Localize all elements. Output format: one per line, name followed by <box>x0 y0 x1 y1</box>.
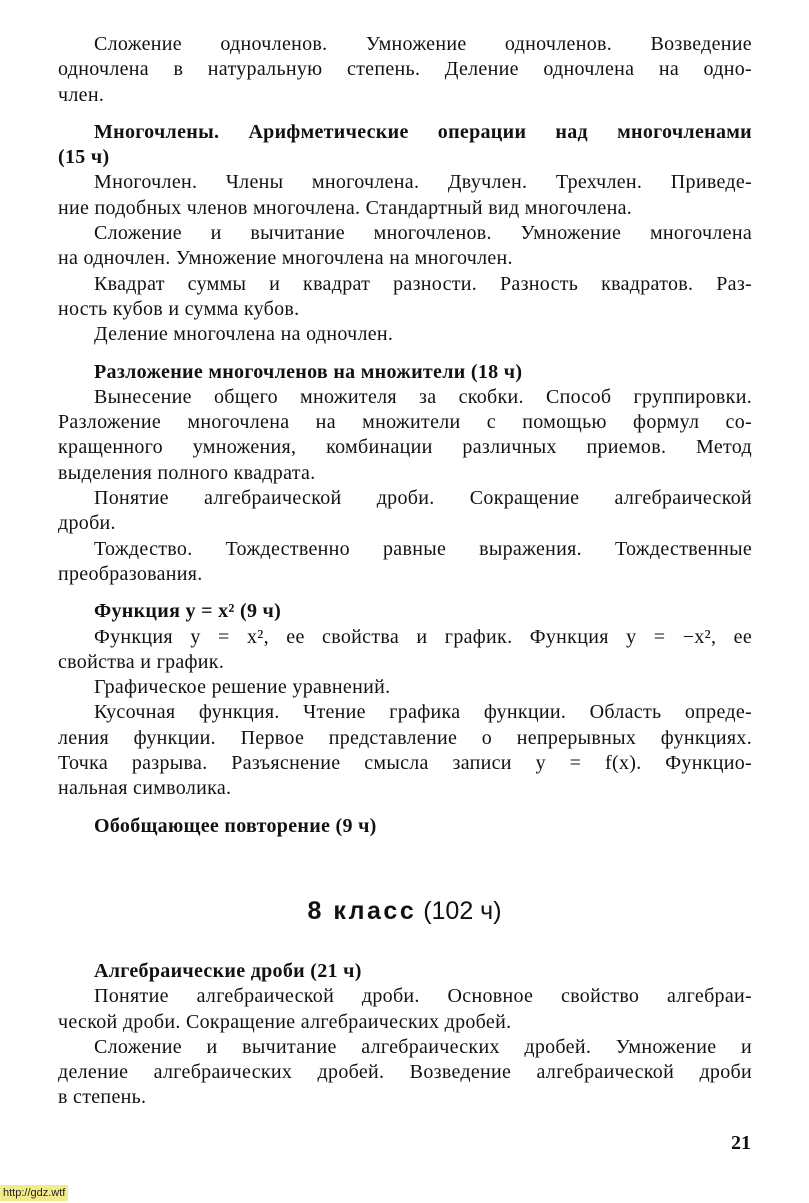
text-line: ние подобных членов многочлена. Стандартный вид многочлена. <box>58 196 633 219</box>
text-line: Понятие алгебраической дроби. Сокращение алгебраической <box>94 487 752 510</box>
section-heading: Обобщающее повторение (9 ч) <box>94 814 377 837</box>
text-line: Графическое решение уравнений. <box>94 676 391 699</box>
text-line: ления функции. Первое представление о непрерывных функциях. <box>58 726 752 749</box>
paragraph <box>58 221 752 272</box>
section-heading: Алгебраические дроби (21 ч) <box>94 960 362 982</box>
section <box>58 360 752 588</box>
section <box>58 120 752 348</box>
paragraph <box>58 486 752 537</box>
text-line: Функция y = x², ее свойства и график. Функция y = −x², ее <box>94 625 752 648</box>
text-line: ность кубов и сумма кубов. <box>58 297 300 320</box>
paragraph <box>58 700 752 801</box>
text-line: Сложение одночленов. Умножение одночленов. Возведение <box>94 33 752 55</box>
paragraph <box>58 272 752 323</box>
text-line: Сложение и вычитание алгебраических дробей. Умножение и <box>94 1035 752 1058</box>
text-line: дроби. <box>58 512 116 535</box>
page-content-bottom <box>58 959 752 1111</box>
text-line: Тождество. Тождественно равные выражения. Тождественные <box>94 537 752 560</box>
text-line: нальная символика. <box>58 777 232 800</box>
text-line: Деление многочлена на одночлен. <box>94 323 394 346</box>
section-heading: Многочлены. Арифметические операции над многочленами <box>94 120 752 143</box>
text-line: Разложение многочлена на множители с помощью формул со- <box>58 411 752 434</box>
text-line: преобразования. <box>58 562 203 585</box>
paragraph <box>58 625 752 676</box>
paragraph <box>58 170 752 221</box>
text-line: Понятие алгебраической дроби. Основное свойство алгебраи- <box>94 985 752 1008</box>
text-line: Кусочная функция. Чтение графика функции. Область опреде- <box>94 701 752 724</box>
paragraph <box>58 984 752 1035</box>
section <box>58 599 752 801</box>
text-line: деление алгебраических дробей. Возведение алгебраической дроби <box>58 1061 752 1084</box>
text-line: член. <box>58 83 105 106</box>
text-line: Вынесение общего множителя за скобки. Способ группировки. <box>94 385 752 408</box>
text-line: в степень. <box>58 1086 147 1109</box>
paragraph <box>58 1035 752 1111</box>
paragraph <box>58 385 752 486</box>
section-heading: Функция y = x² (9 ч) <box>94 600 282 623</box>
paragraph <box>58 322 752 347</box>
paragraph <box>58 537 752 588</box>
section <box>58 959 752 1111</box>
text-line: Точка разрыва. Разъяснение смысла записи y = f(x). Функцио- <box>58 752 752 775</box>
section <box>58 32 752 108</box>
grade-label: 8 класс <box>307 897 417 925</box>
paragraph <box>58 675 752 700</box>
grade-title <box>0 897 809 926</box>
section-heading: (15 ч) <box>58 146 110 169</box>
text-line: Сложение и вычитание многочленов. Умножение многочлена <box>94 222 752 245</box>
text-line: кращенного умножения, комбинации различных приемов. Метод <box>58 436 752 459</box>
text-line: ческой дроби. Сокращение алгебраических дробей. <box>58 1010 512 1033</box>
page-number: 21 <box>731 1132 751 1154</box>
paragraph <box>58 32 752 108</box>
grade-hours: (102 ч) <box>423 897 502 925</box>
text-line: одночлена в натуральную степень. Деление одночлена на одно- <box>58 58 752 81</box>
text-line: Многочлен. Члены многочлена. Двучлен. Трехчлен. Приведе- <box>94 171 752 194</box>
text-line: выделения полного квадрата. <box>58 461 316 484</box>
text-line: свойства и график. <box>58 650 225 673</box>
watermark-link[interactable]: http://gdz.wtf <box>0 1185 68 1201</box>
section <box>58 814 752 839</box>
page-content-top <box>58 32 752 839</box>
section-heading: Разложение многочленов на множители (18 ч) <box>94 360 523 383</box>
text-line: на одночлен. Умножение многочлена на многочлен. <box>58 247 513 270</box>
text-line: Квадрат суммы и квадрат разности. Разность квадратов. Раз- <box>94 272 752 295</box>
